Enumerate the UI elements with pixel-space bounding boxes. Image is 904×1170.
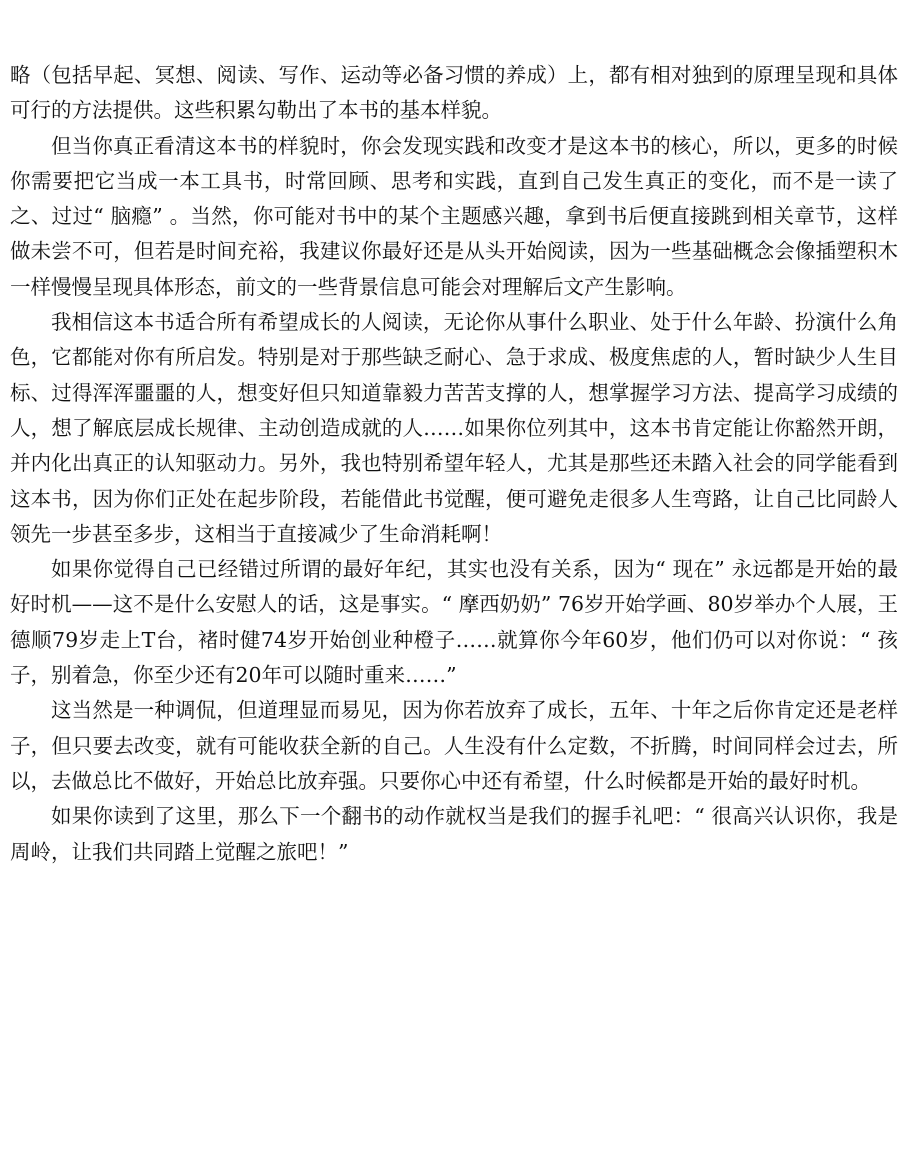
paragraph-1: 略（包括早起、冥想、阅读、写作、运动等必备习惯的养成）上，都有相对独到的原理呈现和具体可行的方法提供。这些积累勾勒出了本书的基本样貌。 [10, 63, 898, 123]
paragraph-6: 如果你读到了这里，那么下一个翻书的动作就权当是我们的握手礼吧：“ 很高兴认识你，我是周岭，让我们共同踏上觉醒之旅吧！” [10, 804, 898, 864]
paragraph-3: 我相信这本书适合所有希望成长的人阅读，无论你从事什么职业、处于什么年龄、扮演什么角色，它都能对你有所启发。特别是对于那些缺乏耐心、急于求成、极度焦虑的人，暂时缺少人生目标、过得浑浑噩噩的人，想变好但只知道靠毅力苦苦支撑的人，想掌握学习方法、提高学习成绩的人，想了解底层成长规律、主动创造成就的人……如果你位列其中，这本书肯定能让你豁然开朗，并内化出真正的认知驱动力。另外，我也特别希望年轻人，尤其是那些还未踏入社会的同学能看到这本书，因为你们正处在起步阶段，若能借此书觉醒，便可避免走很多人生弯路，让自己比同龄人领先一步甚至多步，这相当于直接减少了生命消耗啊！ [10, 310, 898, 546]
document-page [10, 58, 898, 870]
paragraph-2: 但当你真正看清这本书的样貌时，你会发现实践和改变才是这本书的核心，所以，更多的时候你需要把它当成一本工具书，时常回顾、思考和实践，直到自己发生真正的变化，而不是一读了之、过过“ 脑瘾” 。当然，你可能对书中的某个主题感兴趣，拿到书后便直接跳到相关章节，这样做未尝不可，但若是时间充裕，我建议你最好还是从头开始阅读，因为一些基础概念会像插塑积木一样慢慢呈现具体形态，前文的一些背景信息可能会对理解后文产生影响。 [10, 133, 898, 299]
paragraph-5: 这当然是一种调侃，但道理显而易见，因为你若放弃了成长，五年、十年之后你肯定还是老样子，但只要去改变，就有可能收获全新的自己。人生没有什么定数，不折腾，时间同样会过去，所以，去做总比不做好，开始总比放弃强。只要你心中还有希望，什么时候都是开始的最好时机。 [10, 698, 898, 793]
paragraph-4: 如果你觉得自己已经错过所谓的最好年纪，其实也没有关系，因为“ 现在” 永远都是开始的最好时机——这不是什么安慰人的话，这是事实。“ 摩西奶奶” 76岁开始学画、80岁举办个人展，王德顺79岁走上T台，褚时健74岁开始创业种橙子……就算你今年60岁，他们仍可以对你说：“ 孩子，别着急，你至少还有20年可以随时重来……” [10, 557, 898, 688]
